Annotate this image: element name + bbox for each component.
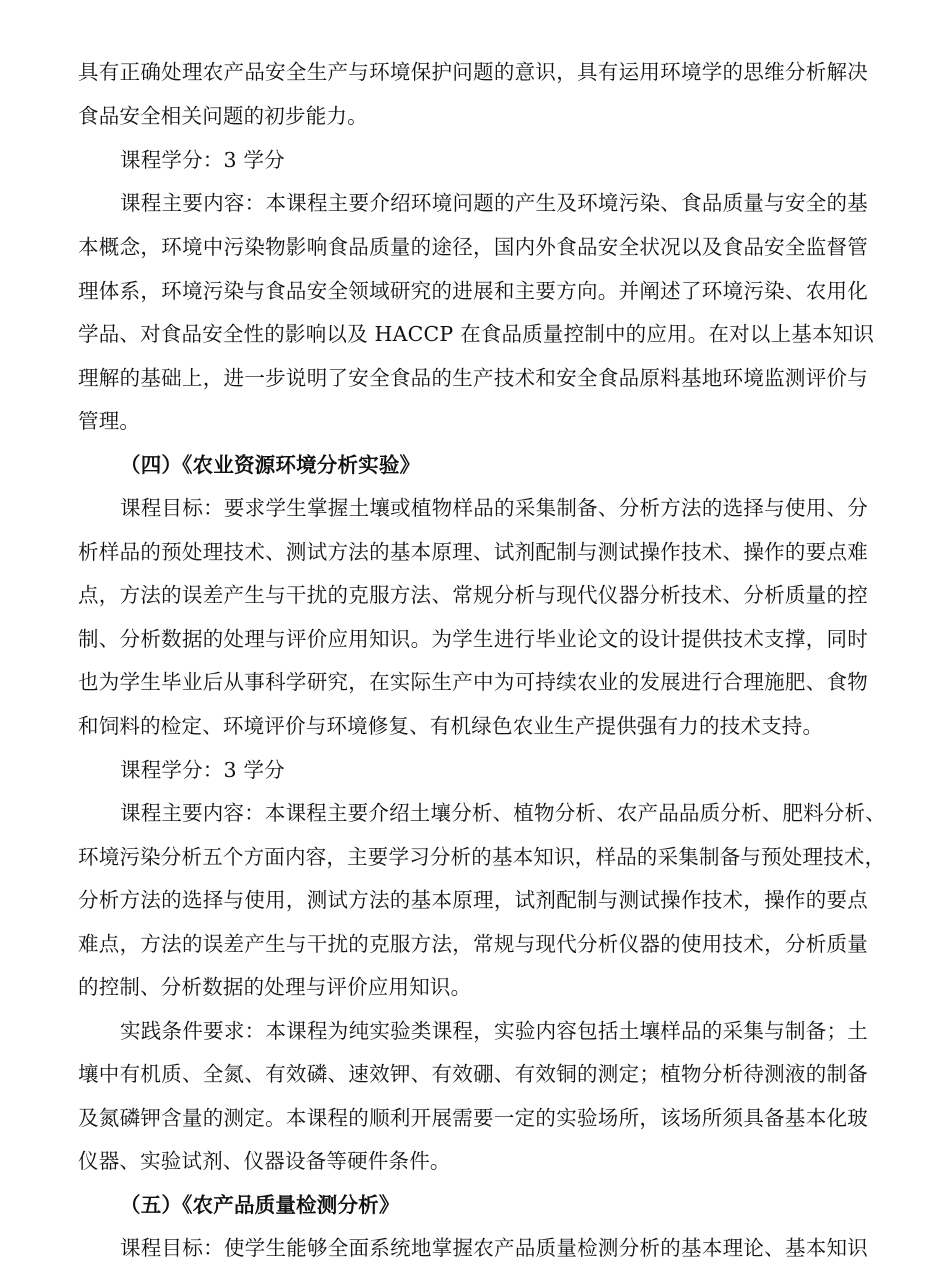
paragraph-line: 学品、对食品安全性的影响以及 HACCP 在食品质量控制中的应用。在对以上基本知识: [78, 322, 875, 346]
paragraph-line: 本概念，环境中污染物影响食品质量的途径，国内外食品安全状况以及食品安全监督管: [78, 235, 868, 259]
paragraph-line: 课程目标：要求学生掌握土壤或植物样品的采集制备、分析方法的选择与使用、分: [120, 496, 868, 520]
paragraph-line: 难点，方法的误差产生与干扰的克服方法，常规与现代分析仪器的使用技术，分析质量: [78, 932, 868, 956]
paragraph-line: 分析方法的选择与使用，测试方法的基本原理，试剂配制与测试操作技术，操作的要点: [78, 888, 868, 912]
paragraph-line: 理解的基础上，进一步说明了安全食品的生产技术和安全食品原料基地环境监测评价与: [78, 366, 868, 390]
paragraph-line: 食品安全相关问题的初步能力。: [78, 104, 368, 128]
paragraph-line: 的控制、分析数据的处理与评价应用知识。: [78, 975, 472, 999]
course-credit-line: 课程学分：3 学分: [120, 758, 285, 782]
paragraph-line: 点，方法的误差产生与干扰的克服方法、常规分析与现代仪器分析技术、分析质量的控: [78, 583, 868, 607]
paragraph-line: 课程主要内容：本课程主要介绍环境问题的产生及环境污染、食品质量与安全的基: [120, 191, 868, 215]
paragraph-line: 及氮磷钾含量的测定。本课程的顺利开展需要一定的实验场所，该场所须具备基本化玻: [78, 1106, 868, 1130]
paragraph-line: 仪器、实验试剂、仪器设备等硬件条件。: [78, 1149, 451, 1173]
paragraph-line: 实践条件要求：本课程为纯实验类课程，实验内容包括土壤样品的采集与制备；土: [120, 1019, 868, 1043]
paragraph-line: 也为学生毕业后从事科学研究，在实际生产中为可持续农业的发展进行合理施肥、食物: [78, 670, 868, 694]
paragraph-line: 管理。: [78, 409, 141, 433]
paragraph-line: 具有正确处理农产品安全生产与环境保护问题的意识，具有运用环境学的思维分析解决: [78, 60, 868, 84]
course-credit-line: 课程学分：3 学分: [120, 148, 285, 172]
section-heading: （五）《农产品质量检测分析》: [120, 1193, 400, 1217]
paragraph-line: 环境污染分析五个方面内容，主要学习分析的基本知识，样品的采集制备与预处理技术，: [78, 845, 886, 869]
paragraph-line: 理体系，环境污染与食品安全领域研究的进展和主要方向。并阐述了环境污染、农用化: [78, 279, 868, 303]
paragraph-line: 和饲料的检定、环境评价与环境修复、有机绿色农业生产提供强有力的技术支持。: [78, 714, 824, 738]
paragraph-line: 壤中有机质、全氮、有效磷、速效钾、有效硼、有效铜的测定；植物分析待测液的制备: [78, 1062, 868, 1086]
paragraph-line: 课程目标：使学生能够全面系统地掌握农产品质量检测分析的基本理论、基本知识: [120, 1236, 868, 1260]
section-heading: （四）《农业资源环境分析实验》: [120, 453, 421, 477]
paragraph-line: 课程主要内容：本课程主要介绍土壤分析、植物分析、农产品品质分析、肥料分析、: [120, 801, 886, 825]
paragraph-line: 析样品的预处理技术、测试方法的基本原理、试剂配制与测试操作技术、操作的要点难: [78, 540, 868, 564]
paragraph-line: 制、分析数据的处理与评价应用知识。为学生进行毕业论文的设计提供技术支撑，同时: [78, 627, 868, 651]
